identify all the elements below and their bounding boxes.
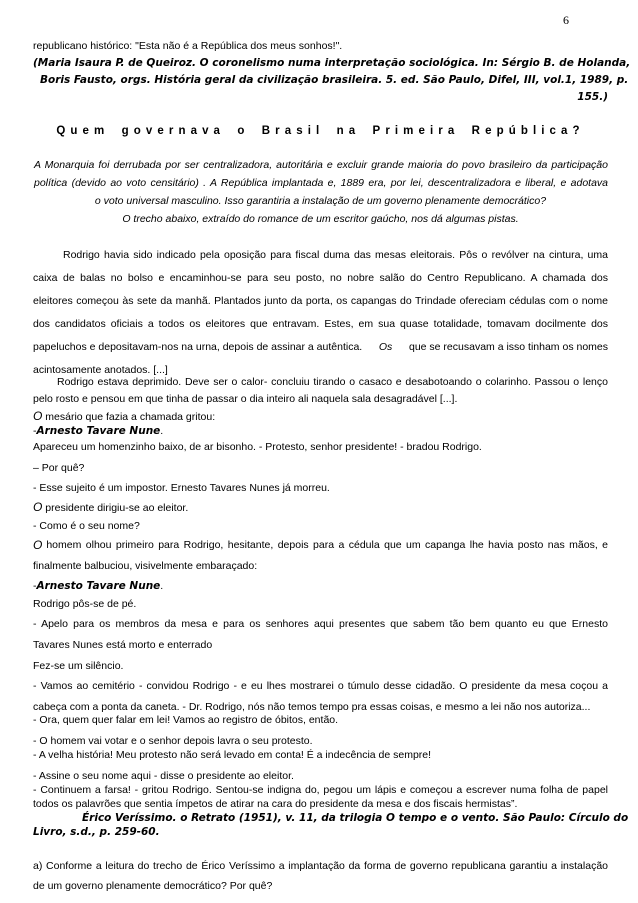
context-line4: O trecho abaixo, extraído do romance de um escritor gaúcho, nos dá algumas pistas.	[122, 213, 519, 225]
story-vai-votar: - O homem vai votar e o senhor depois lavra o seu protesto.	[33, 735, 313, 747]
story-p1-line5-rest: que se recusavam a isso tinham os nomes	[408, 341, 608, 353]
dash: -	[33, 425, 37, 437]
story-presidente-line	[33, 501, 608, 515]
story-mesario-text: mesário que fazia a chamada gritou:	[45, 411, 216, 423]
citation1-line3: 155.)	[577, 91, 608, 103]
story-p1-line6: acintosamente anotados. [...]	[33, 364, 168, 376]
citation2-line2: Livro, s.d., p. 259-60.	[33, 826, 160, 838]
citation2-line1: Érico Veríssimo. o Retrato (1951), v. 11, da trilogia O tempo e o vento. São Paulo: Círculo do	[82, 812, 629, 824]
context-line1: A Monarquia foi derrubada por ser centralizadora, autoritária e excluir grande maioria do povo brasileiro da participação	[34, 159, 608, 171]
story-p1-line5	[33, 341, 608, 354]
story-homem-line1	[33, 539, 608, 552]
story-apareceu: Apareceu um homenzinho baixo, de ar bisonho. - Protesto, senhor presidente! - bradou Rodrigo.	[33, 441, 482, 453]
story-o-italic: O	[33, 500, 43, 514]
period: .	[160, 425, 164, 437]
story-name-call-1	[33, 425, 608, 438]
story-p1-line1: Rodrigo havia sido indicado pela oposição para fiscal duma das mesas eleitorais. Pôs o revólver na cintura, uma	[63, 249, 608, 261]
story-homem-text: homem olhou primeiro para Rodrigo, hesitante, depois para a cédula que um capanga lhe havia posto nas mãos, e	[46, 539, 608, 551]
section-title: Quem governava o Brasil na Primeira República?	[56, 125, 585, 137]
story-velha: - A velha história! Meu protesto não será levado em conta! É a indecência de sempre!	[33, 749, 432, 761]
dash: -	[33, 580, 37, 592]
question-line2: de um governo plenamente democrático? Por quê?	[33, 880, 273, 892]
story-p1-line3: eleitores começou às sete da manhã. Plantados junto da porta, os capangas do Trindade ofereciam cédulas com o nome	[33, 295, 608, 307]
story-apelo-line1: - Apelo para os membros da mesa e para os senhores aqui presentes que sabem tão bem quanto eu que Ernesto	[33, 618, 608, 630]
story-p2-line2: pelo rosto e pensou em que tinha de passar o dia inteiro ali naquela sala desagradável [...].	[33, 393, 458, 405]
name-call: Arnesto Tavare Nune	[36, 425, 161, 437]
page-number: 6	[563, 13, 569, 27]
story-impostor: - Esse sujeito é um impostor. Ernesto Tavares Nunes já morreu.	[33, 482, 330, 494]
question-line1: a) Conforme a leitura do trecho de Érico Veríssimo a implantação da forma de governo republicana garantiu a instalação	[33, 860, 608, 872]
story-apelo-line2: Tavares Nunes está morto e enterrado	[33, 639, 213, 651]
story-cemiterio-line1: - Vamos ao cemitério - convidou Rodrigo - e eu lhes mostrarei o túmulo desse cidadão. O presidente da mesa coçou a	[33, 680, 608, 692]
story-homem-line2: finalmente balbuciou, visivelmente embaraçado:	[33, 560, 258, 572]
story-assine: - Assine o seu nome aqui - disse o presidente ao eleitor.	[33, 770, 294, 782]
story-name-call-2	[33, 580, 608, 593]
story-presidente-text: presidente dirigiu-se ao eleitor.	[45, 502, 189, 514]
story-como: - Como é o seu nome?	[33, 520, 140, 532]
story-quer: - Ora, quem quer falar em lei! Vamos ao registro de óbitos, então.	[33, 714, 339, 726]
intro-quote: republicano histórico: "Esta não é a República dos meus sonhos!".	[33, 40, 343, 52]
story-porque: – Por quê?	[33, 462, 85, 474]
citation1-line2: Boris Fausto, orgs. História geral da civilização brasileira. 5. ed. São Paulo, Difel, III, vol.1, 1989, p.	[40, 74, 629, 86]
period: .	[160, 580, 164, 592]
context-line3: o voto universal masculino. Isso garantiria a instalação de um governo plenamente democrático?	[94, 195, 547, 207]
citation1-line1: (Maria Isaura P. de Queiroz. O coronelismo numa interpretação sociológica. In: Sérgio B. de Holanda,	[33, 57, 631, 69]
story-p1-line2: caixa de balas no bolso e encaminhou-se para seu posto, no nobre salão do Centro Republicano. A chamada dos	[33, 272, 608, 284]
story-silencio: Fez-se um silêncio.	[33, 660, 124, 672]
story-farsa-line2: todos os palavrões que sentia ímpetos de atirar na cara do presidente da mesa e dos fiscais hermistas”.	[33, 798, 518, 810]
name-call: Arnesto Tavare Nune	[36, 580, 161, 592]
story-rodrigo-pe: Rodrigo pôs-se de pé.	[33, 598, 137, 610]
story-p2-line1: Rodrigo estava deprimido. Deve ser o calor- concluiu tirando o casaco e desabotoando o colarinho. Passou o lenço	[57, 376, 608, 388]
story-farsa-line1: - Continuem a farsa! - gritou Rodrigo. Sentou-se indigna do, pegou um lápis e começou a escrever numa folha de papel	[33, 784, 608, 796]
story-p1-line5-text: papeluchos e depositavam-nos na urna, depois de assinar a autêntica.	[33, 341, 363, 353]
story-p1-line4: dos candidatos oficiais a todos os eleitores que entravam. Estes, em sua quase totalidade, tomavam docilmente dos	[33, 318, 608, 330]
context-line2: política (devido ao voto censitário) . A República implantada e, 1889 era, por lei, descentralizadora e liberal, e adotava	[34, 177, 608, 189]
story-o-italic: O	[33, 538, 43, 552]
story-p1-line5-os: Os	[378, 341, 393, 353]
story-cemiterio-line2: cabeça com a ponta da caneta. - Dr. Rodrigo, nós não temos tempo pra essas coisas, e mesmo a lei não nos autoriza...	[33, 701, 591, 713]
story-o-italic: O	[33, 409, 43, 423]
story-mesario-line	[33, 410, 608, 424]
